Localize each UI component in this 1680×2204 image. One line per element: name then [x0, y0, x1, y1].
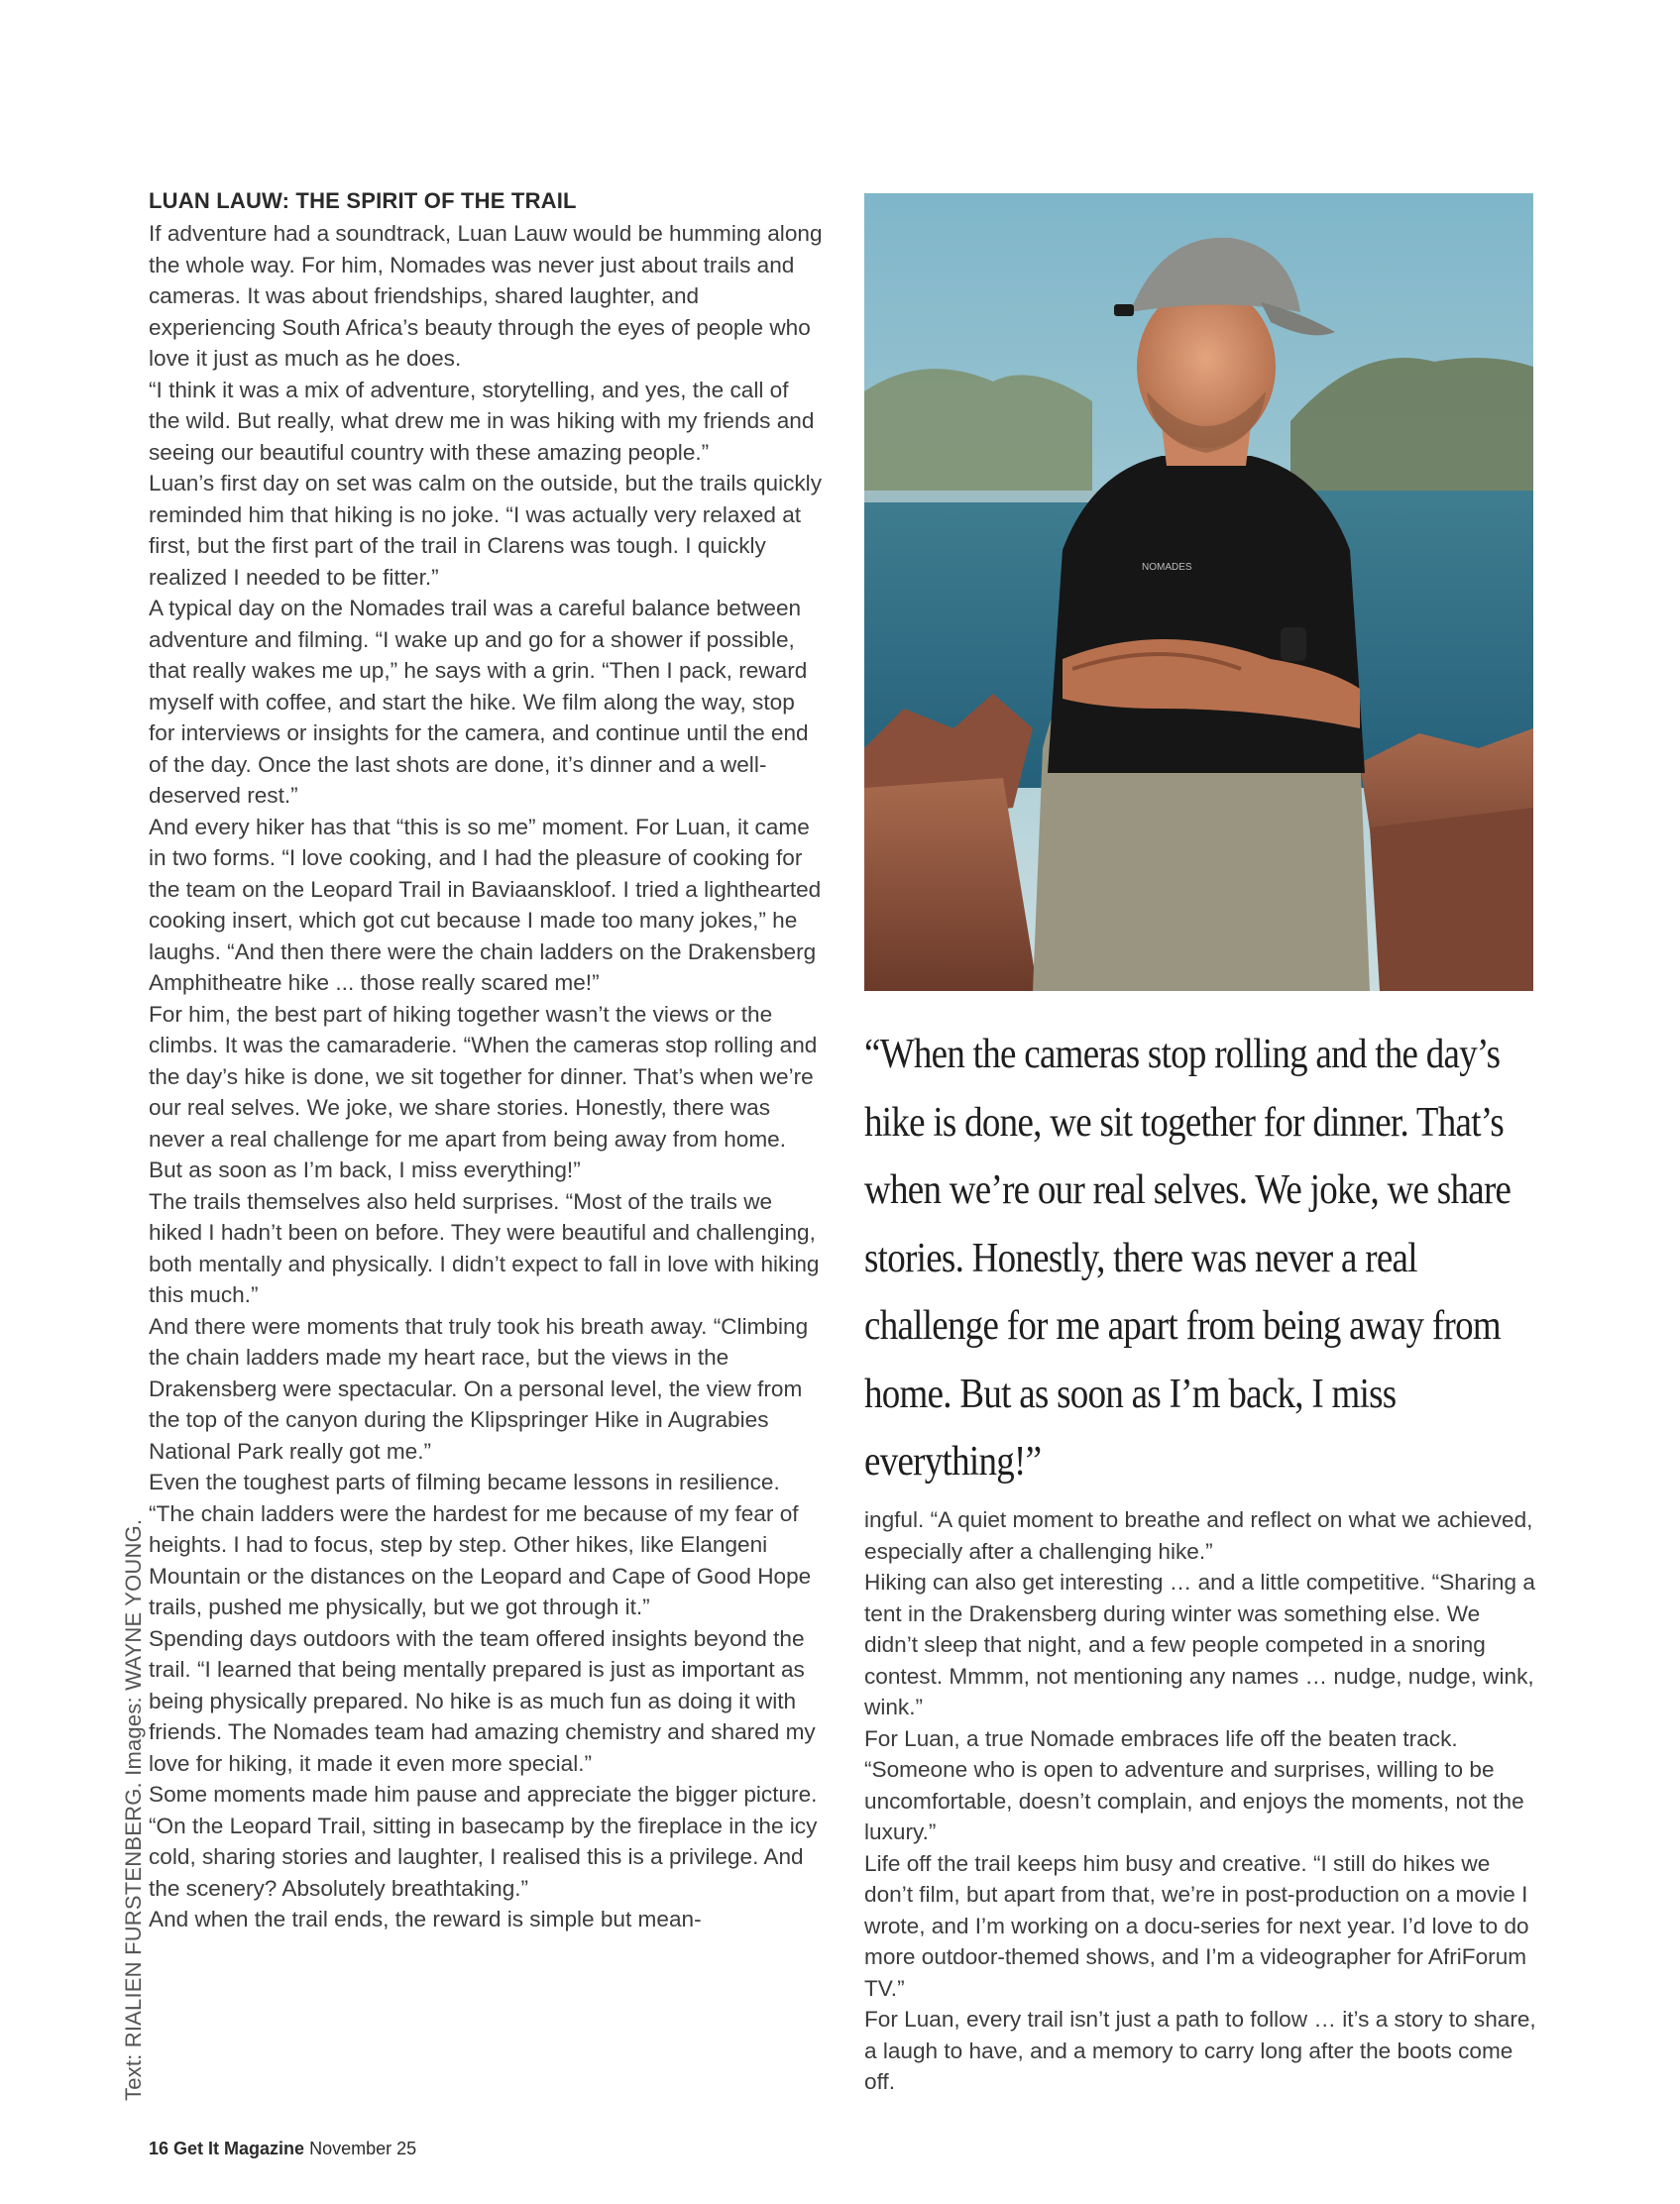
- hiker-portrait-illustration: [864, 193, 1533, 991]
- page-footer: [149, 2139, 416, 2159]
- paragraph: A typical day on the Nomades trail was a careful balance between adventure and filming. “I wake up and go for a shower if possible, that really wakes me up,” he says with a grin. “Then I pack, reward myself with coffee, and start the hike. We film along the way, stop for interviews or insights for the camera, and continue until the end of the day. Once the last shots are done, it’s dinner and a well-deserved rest.”: [149, 596, 809, 808]
- paragraph: And every hiker has that “this is so me” moment. For Luan, it came in two forms. “I love cooking, and I had the pleasure of cooking for the team on the Leopard Trail in Baviaanskloof. I tried a lighthearted cooking insert, which got cut because I made too many jokes,” he laughs. “And then there were the chain ladders on the Drakensberg Amphitheatre hike ... those really scared me!”: [149, 814, 822, 995]
- magazine-name: Get It Magazine: [173, 2139, 305, 2158]
- portrait-photo: [864, 193, 1533, 991]
- paragraph: Some moments made him pause and appreciate the bigger picture. “On the Leopard Trail, sitting in basecamp by the fireplace in the icy cold, sharing stories and laughter, I realised this is a privilege. And the scenery? Absolutely breathtaking.”: [149, 1782, 818, 1901]
- issue-date: November 25: [309, 2139, 417, 2158]
- paragraph: The trails themselves also held surprises. “Most of the trails we hiked I hadn’t been on before. They were beautiful and challenging, both mentally and physically. I didn’t expect to fall in love with hiking this much.”: [149, 1188, 820, 1307]
- paragraph: For Luan, every trail isn’t just a path to follow … it’s a story to share, a laugh to have, and a memory to carry long after the boots come off.: [864, 2007, 1536, 2094]
- paragraph: For Luan, a true Nomade embraces life off the beaten track. “Someone who is open to adventure and surprises, willing to be uncomfortable, doesn’t complain, and enjoys the moments, not the luxury.”: [864, 1725, 1524, 1844]
- left-column: [149, 188, 823, 1935]
- paragraph: Hiking can also get interesting … and a little competitive. “Sharing a tent in the Drakensberg during winter was something else. We didn’t sleep that night, and a few people competed in a snoring contest. Mmmm, not mentioning any names … nudge, nudge, wink, wink.”: [864, 1570, 1535, 1719]
- paragraph: Luan’s first day on set was calm on the outside, but the trails quickly reminded him that hiking is no joke. “I was actually very relaxed at first, but the first part of the trail in Clarens was tough. I quickly realized I needed to be fitter.”: [149, 471, 823, 590]
- photo-credit: Text: RIALIEN FURSTENBERG. Images: WAYNE YOUNG.: [121, 1518, 146, 2101]
- shirt-logo: NOMADES: [1142, 562, 1192, 573]
- page-number: 16: [149, 2139, 169, 2158]
- paragraph: And when the trail ends, the reward is simple but mean-: [149, 1907, 702, 1931]
- paragraph: Life off the trail keeps him busy and creative. “I still do hikes we don’t film, but apart from that, we’re in post-production on a movie I wrote, and I’m working on a docu-series for next year. I’d love to do more outdoor-themed shows, and I’m a videographer for AfriForum TV.”: [864, 1850, 1529, 2001]
- paragraph: For him, the best part of hiking together wasn’t the views or the climbs. It was the camaraderie. “When the cameras stop rolling and the day’s hike is done, we sit together for dinner. That’s when we’re our real selves. We joke, we share stories. Honestly, there was never a real challenge for me apart from being away from home. But as soon as I’m back, I miss everything!”: [149, 1001, 818, 1182]
- pull-quote: “When the cameras stop rolling and the day’s hike is done, we sit together for dinner. That’s when we’re our real selves. We joke, we share stories. Honestly, there was never a real challenge for me apart from being away from home. But as soon as I’m back, I miss everything!”: [864, 1032, 1512, 1485]
- paragraph: If adventure had a soundtrack, Luan Lauw would be humming along the whole way. For him, Nomades was never just about trails and cameras. It was about friendships, shared laughter, and experiencing South Africa’s beauty through the eyes of people who love it just as much as he does.: [149, 221, 823, 371]
- paragraph: Spending days outdoors with the team offered insights beyond the trail. “I learned that being mentally prepared is just as important as being physically prepared. No hike is as much fun as doing it with friends. The Nomades team had amazing chemistry and shared my love for hiking, it made it even more special.”: [149, 1625, 816, 1776]
- right-column: [864, 1504, 1538, 2098]
- paragraph: Even the toughest parts of filming became lessons in resilience. “The chain ladders were the hardest for me because of my fear of heights. I had to focus, step by step. Other hikes, like Elangeni Mountain or the distances on the Leopard and Cape of Good Hope trails, pushed me physically, but we got through it.”: [149, 1470, 812, 1619]
- paragraph: “I think it was a mix of adventure, storytelling, and yes, the call of the wild. But really, what drew me in was hiking with my friends and seeing our beautiful country with these amazing people.”: [149, 377, 815, 465]
- paragraph: And there were moments that truly took his breath away. “Climbing the chain ladders made my heart race, but the views in the Drakensberg were spectacular. On a personal level, the view from the top of the canyon during the Klipspringer Hike in Augrabies National Park really got me.”: [149, 1313, 809, 1464]
- paragraph: ingful. “A quiet moment to breathe and reflect on what we achieved, especially after a challenging hike.”: [864, 1507, 1533, 1564]
- article-heading: LUAN LAUW: THE SPIRIT OF THE TRAIL: [149, 188, 577, 213]
